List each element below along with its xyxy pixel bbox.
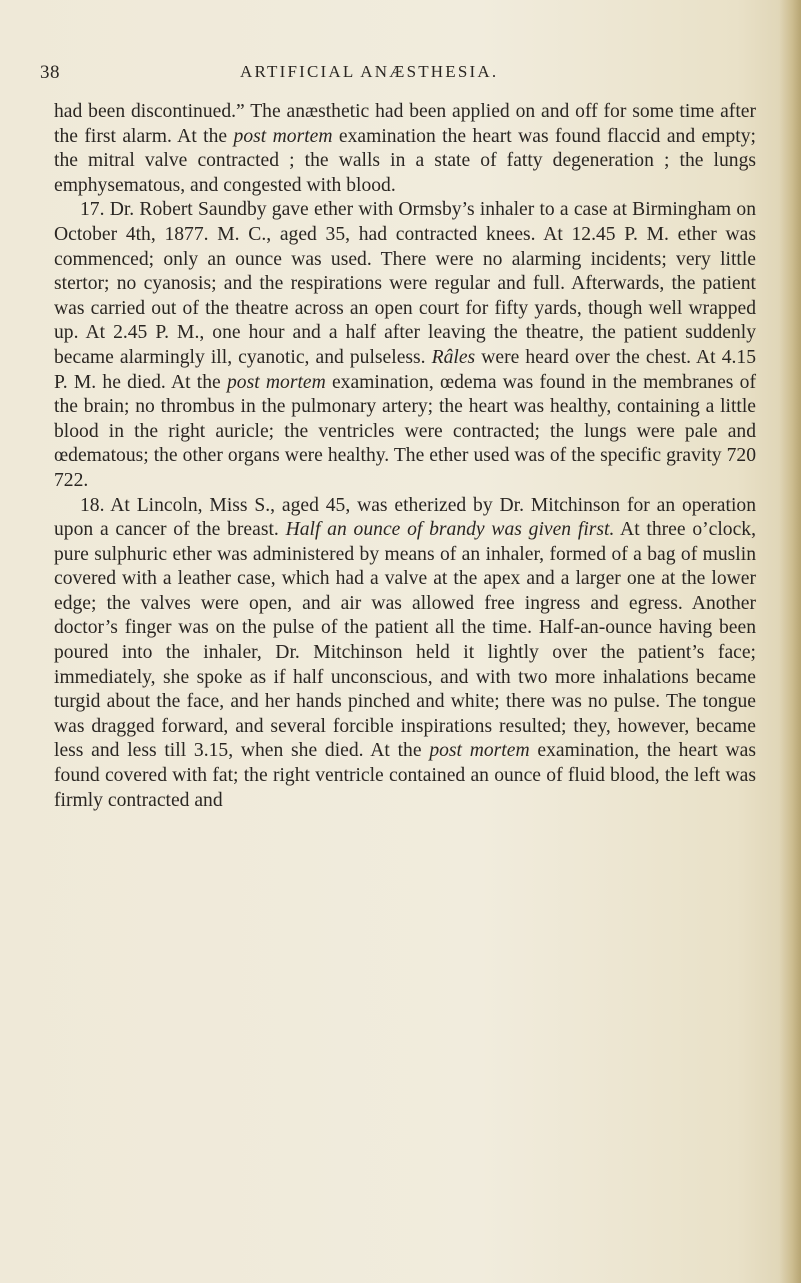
paragraph [54,494,756,814]
paragraph [54,198,756,493]
paragraph [54,100,756,198]
text-run: At three o’clock, pure sulphuric ether was administered by means of an inhaler, formed of a bag of muslin covered with a leather case, which had a valve at the apex and a larger one at the lower edge; the valves were open, and air was allowed free ingress and egress. Another doctor’s finger was on the pulse of the patient all the time. Half-an-ounce having been poured into the inhaler, Dr. Mitchinson held it lightly over the patient’s face; immediately, she spoke as if half unconscious, and with two more inhalations became turgid about the face, and her hands pinched and white; there was no pulse. The tongue was dragged forward, and several forcible inspirations resulted; they, however, became less and less till 3.15, when she died. At the [54,519,756,762]
text-run: examination the heart was found flaccid and empty; the mitral valve contracted ; the walls in a state of fatty degeneration ; the lungs emphysematous, and congested with blood. [54,125,756,196]
page-number: 38 [40,62,60,83]
italic-run: post mortem [226,371,326,393]
text-run: 18. At Lincoln, Miss S., aged 45, was etherized by Dr. Mitchinson for an operation upon a cancer of the breast. [54,494,756,541]
text-run: examination, the heart was found covered with fat; the right ventricle contained an ounce of fluid blood, the left was firmly contracted and [54,740,756,811]
page-edge-shadow [779,0,801,1283]
italic-run: Half an ounce of brandy was given first. [285,519,615,541]
italic-run: post mortem [429,740,530,762]
italic-run: Râles [431,346,476,368]
text-run: had been discontinued.” The anæsthetic had been applied on and off for some time after the first alarm. At the [54,101,756,147]
page-header [0,62,801,92]
text-run: examination, œdema was found in the membranes of the brain; no thrombus in the pulmonary artery; the heart was healthy, containing a little blood in the right auricle; the ventricles were contracted; the lungs were pale and œdematous; the other organs were healthy. The ether used was of the specific gravity 720 722. [54,371,756,491]
text-run: were heard over the chest. At 4.15 P. M. he died. At the [54,346,756,393]
body-text [54,100,756,813]
running-title: ARTIFICIAL ANÆSTHESIA. [240,62,499,81]
text-run: 17. Dr. Robert Saundby gave ether with Ormsby’s inhaler to a case at Birmingham on October 4th, 1877. M. C., aged 35, had contracted knees. At 12.45 P. M. ether was commenced; only an ounce was used. There were no alarming incidents; very little stertor; no cyanosis; and the respirations were regular and full. Afterwards, the patient was carried out of the theatre across an open court for fifty yards, though well wrapped up. At 2.45 P. M., one hour and a half after leaving the theatre, the patient suddenly became alarmingly ill, cyanotic, and pulseless. [54,199,756,368]
italic-run: post mortem [233,125,333,147]
